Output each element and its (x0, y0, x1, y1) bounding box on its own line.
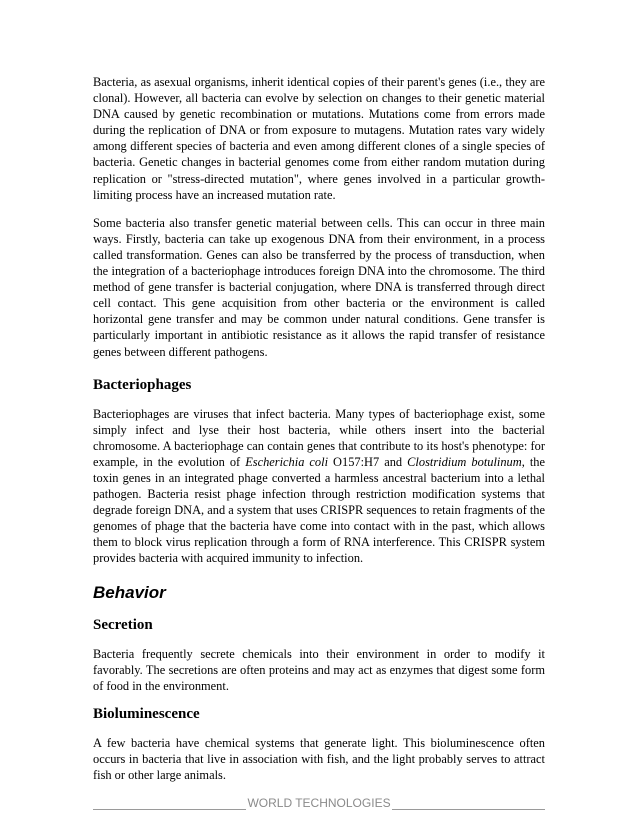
bacteriophages-text-c: , the toxin genes in an integrated phage converted a harmless ancestral bacterium into a lethal pathogen. Bacteria resist phage infection through restriction modification systems that degrade foreign DNA, and a system that uses CRISPR sequences to retain fragments of the genomes of phage that the bacteria have come into contact with in the past, which allows them to block virus replication through a form of RNA interference. This CRISPR system provides bacteria with acquired immunity to infection. (93, 454, 545, 566)
behavior-heading: Behavior (93, 582, 166, 602)
bacteriophages-paragraph (93, 406, 545, 567)
species-clostridium-botulinum: Clostridium botulinum (407, 454, 522, 469)
page-content (93, 74, 545, 783)
bacteriophages-text-a: Bacteriophages are viruses that infect bacteria. Many types of bacteriophage exist, some simply infect and lyse their host bacteria, while others insert into the bacterial chromosome. A bacteriophage can contain genes that contribute to its host's phenotype: for example, in the evolution of (93, 406, 545, 469)
intro-paragraph-2: Some bacteria also transfer genetic material between cells. This can occur in three main ways. Firstly, bacteria can take up exogenous DNA from their environment, in a process called transformation. Genes can also be transferred by the process of transduction, when the integration of a bacteriophage introduces foreign DNA into the chromosome. The third method of gene transfer is bacterial conjugation, where DNA is transferred through direct cell contact. This gene acquisition from other bacteria or the environment is called horizontal gene transfer and may be common under natural conditions. Gene transfer is particularly important in antibiotic resistance as it allows the rapid transfer of resistance genes between different pathogens. (93, 215, 545, 359)
footer-label: WORLD TECHNOLOGIES (247, 796, 391, 810)
intro-paragraph-1: Bacteria, as asexual organisms, inherit identical copies of their parent's genes (i.e., they are clonal). However, all bacteria can evolve by selection on changes to their genetic material DNA caused by genetic recombination or mutations. Mutations come from errors made during the replication of DNA or from exposure to mutagens. Mutation rates vary widely among different species of bacteria and even among different clones of a single species of bacteria. Genetic changes in bacterial genomes come from either random mutation during replication or "stress-directed mutation", where genes involved in a particular growth-limiting process have an increased mutation rate. (93, 75, 545, 202)
bacteriophages-heading: Bacteriophages (93, 376, 192, 393)
bioluminescence-paragraph: A few bacteria have chemical systems that generate light. This bioluminescence often occurs in bacteria that live in association with fish, and the light probably serves to attract fish or other large animals. (93, 735, 545, 782)
secretion-paragraph: Bacteria frequently secrete chemicals into their environment in order to modify it favorably. The secretions are often proteins and may act as enzymes that digest some form of food in the environment. (93, 646, 545, 693)
bacteriophages-text-b: O157:H7 and (328, 454, 408, 469)
footer-rule-left (93, 797, 246, 810)
page-footer (93, 796, 545, 810)
bioluminescence-heading: Bioluminescence (93, 705, 200, 722)
species-escherichia-coli: Escherichia coli (245, 454, 329, 469)
footer-rule-right (392, 797, 545, 810)
secretion-heading: Secretion (93, 616, 153, 633)
